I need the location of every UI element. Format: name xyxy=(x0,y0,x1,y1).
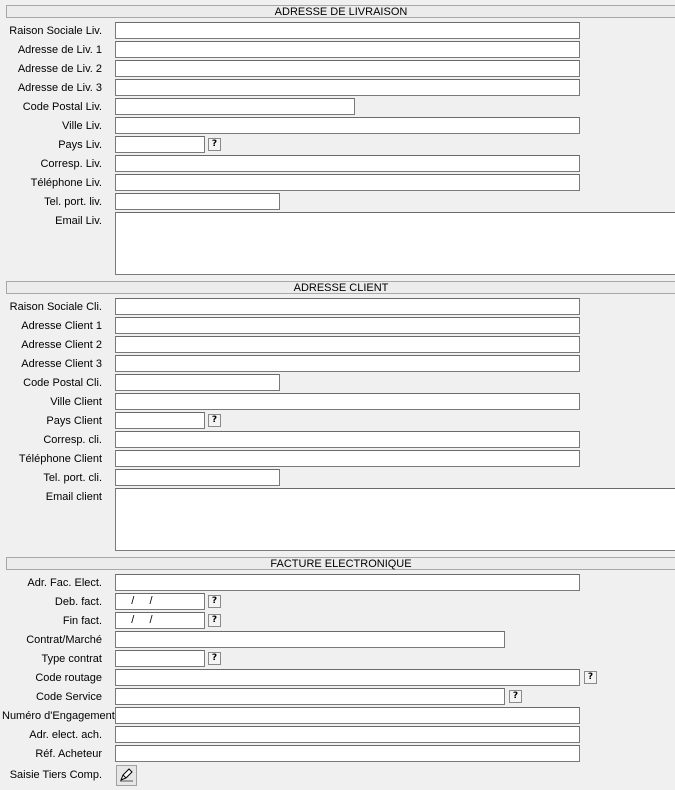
label-email-liv: Email Liv. xyxy=(55,215,102,227)
deb-fact-date-input[interactable]: / / xyxy=(115,593,205,610)
adr-elect-ach-input[interactable] xyxy=(115,726,580,743)
label-email-client: Email client xyxy=(45,491,102,503)
code-postal-cli-input[interactable] xyxy=(115,374,280,391)
adresse-liv-2-input[interactable] xyxy=(115,60,580,77)
corresp-cli-input[interactable] xyxy=(115,431,580,448)
contrat-marche-input[interactable] xyxy=(115,631,505,648)
question-mark-icon[interactable]: ? xyxy=(208,595,221,608)
label-saisie-tiers-comp: Saisie Tiers Comp. xyxy=(9,769,102,781)
fin-fact-date-input[interactable]: / / xyxy=(115,612,205,629)
label-code-postal-liv: Code Postal Liv. xyxy=(22,101,102,113)
question-mark-icon[interactable]: ? xyxy=(208,652,221,665)
label-corresp-liv: Corresp. Liv. xyxy=(40,158,102,170)
adresse-liv-3-input[interactable] xyxy=(115,79,580,96)
label-ville-liv: Ville Liv. xyxy=(62,120,102,132)
label-code-postal-cli: Code Postal Cli. xyxy=(23,377,102,389)
numero-engagement-input[interactable] xyxy=(115,707,580,724)
adr-fac-elect-input[interactable] xyxy=(115,574,580,591)
raison-sociale-liv-input[interactable] xyxy=(115,22,580,39)
label-tel-port-liv: Tel. port. liv. xyxy=(44,196,102,208)
adresse-client-3-input[interactable] xyxy=(115,355,580,372)
question-mark-icon[interactable]: ? xyxy=(208,138,221,151)
adresse-client-1-input[interactable] xyxy=(115,317,580,334)
label-telephone-client: Téléphone Client xyxy=(18,453,102,465)
label-adresse-liv-1: Adresse de Liv. 1 xyxy=(17,44,102,56)
label-code-service: Code Service xyxy=(35,691,102,703)
label-pays-liv: Pays Liv. xyxy=(58,139,102,151)
question-mark-icon[interactable]: ? xyxy=(208,614,221,627)
code-service-input[interactable] xyxy=(115,688,505,705)
label-contrat-marche: Contrat/Marché xyxy=(26,634,102,646)
pen-edit-icon xyxy=(119,767,134,785)
label-adresse-client-3: Adresse Client 3 xyxy=(21,358,102,370)
question-mark-icon[interactable]: ? xyxy=(584,671,597,684)
corresp-liv-input[interactable] xyxy=(115,155,580,172)
label-ref-acheteur: Réf. Acheteur xyxy=(35,748,102,760)
label-adresse-liv-2: Adresse de Liv. 2 xyxy=(17,63,102,75)
ville-liv-input[interactable] xyxy=(115,117,580,134)
email-liv-textarea[interactable] xyxy=(115,212,675,275)
label-raison-cli: Raison Sociale Cli. xyxy=(9,301,102,313)
label-telephone-liv: Téléphone Liv. xyxy=(30,177,102,189)
label-adresse-liv-3: Adresse de Liv. 3 xyxy=(17,82,102,94)
tel-port-liv-input[interactable] xyxy=(115,193,280,210)
label-tel-port-cli: Tel. port. cli. xyxy=(43,472,102,484)
ville-client-input[interactable] xyxy=(115,393,580,410)
ref-acheteur-input[interactable] xyxy=(115,745,580,762)
label-pays-client: Pays Client xyxy=(46,415,102,427)
pays-liv-input[interactable] xyxy=(115,136,205,153)
section-header-facture: FACTURE ELECTRONIQUE xyxy=(6,557,675,570)
label-adresse-client-2: Adresse Client 2 xyxy=(21,339,102,351)
tel-port-cli-input[interactable] xyxy=(115,469,280,486)
adresse-client-2-input[interactable] xyxy=(115,336,580,353)
label-fin-fact: Fin fact. xyxy=(62,615,102,627)
label-type-contrat: Type contrat xyxy=(41,653,102,665)
question-mark-icon[interactable]: ? xyxy=(208,414,221,427)
label-ville-client: Ville Client xyxy=(50,396,102,408)
section-header-livraison: ADRESSE DE LIVRAISON xyxy=(6,5,675,18)
label-raison-liv: Raison Sociale Liv. xyxy=(9,25,102,37)
label-adr-elect-ach: Adr. elect. ach. xyxy=(29,729,102,741)
label-code-routage: Code routage xyxy=(35,672,102,684)
pays-client-input[interactable] xyxy=(115,412,205,429)
question-mark-icon[interactable]: ? xyxy=(509,690,522,703)
label-adresse-client-1: Adresse Client 1 xyxy=(21,320,102,332)
saisie-tiers-comp-button[interactable] xyxy=(116,765,137,786)
email-client-textarea[interactable] xyxy=(115,488,675,551)
label-deb-fact: Deb. fact. xyxy=(54,596,102,608)
raison-sociale-cli-input[interactable] xyxy=(115,298,580,315)
telephone-client-input[interactable] xyxy=(115,450,580,467)
section-header-client: ADRESSE CLIENT xyxy=(6,281,675,294)
telephone-liv-input[interactable] xyxy=(115,174,580,191)
code-postal-liv-input[interactable] xyxy=(115,98,355,115)
label-numero-engagement: Numéro d'Engagement xyxy=(2,710,115,722)
label-corresp-cli: Corresp. cli. xyxy=(43,434,102,446)
code-routage-input[interactable] xyxy=(115,669,580,686)
adresse-liv-1-input[interactable] xyxy=(115,41,580,58)
label-adr-fac-elect: Adr. Fac. Elect. xyxy=(27,577,102,589)
type-contrat-input[interactable] xyxy=(115,650,205,667)
